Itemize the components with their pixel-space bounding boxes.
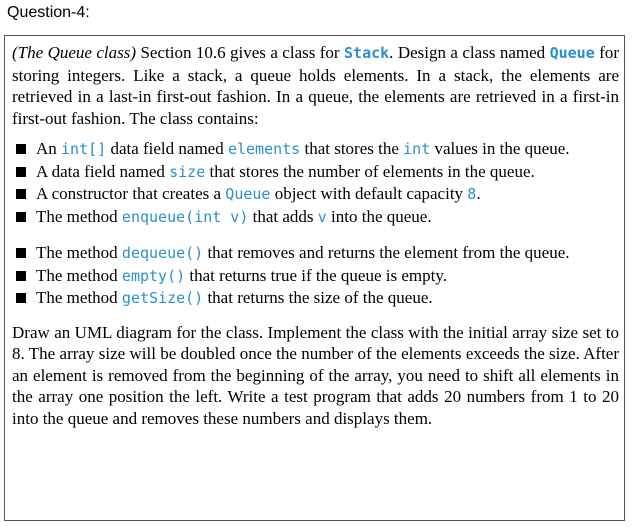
list-item: The method dequeue() that removes and returns the element from the queue. bbox=[12, 242, 619, 265]
code-queue-ref: Queue bbox=[225, 185, 271, 203]
list-item: A data field named size that stores the number of elements in the queue. bbox=[12, 161, 619, 184]
bullet-square-icon bbox=[16, 293, 26, 303]
code-elements: elements bbox=[227, 140, 301, 158]
list-item: The method empty() that returns true if the queue is empty. bbox=[12, 265, 619, 288]
bullet-list-fields bbox=[12, 138, 619, 228]
question-content bbox=[12, 42, 619, 429]
code-queue: Queue bbox=[549, 44, 595, 62]
bullet-square-icon bbox=[16, 212, 26, 222]
list-item: The method enqueue(int v) that adds v into the queue. bbox=[12, 206, 619, 229]
list-item: The method getSize() that returns the size of the queue. bbox=[12, 287, 619, 310]
intro-text: . Design a class named bbox=[389, 43, 550, 62]
bullet-square-icon bbox=[16, 167, 26, 177]
list-item: An int[] data field named elements that stores the int values in the queue. bbox=[12, 138, 619, 161]
intro-text: Section 10.6 gives a class for bbox=[136, 43, 345, 62]
code-empty: empty() bbox=[121, 266, 186, 285]
bullet-square-icon bbox=[16, 271, 26, 281]
closing-paragraph: Draw an UML diagram for the class. Implement the class with the initial array size set to 8. The array size will be doubled once the number of the elements exceeds the size. After an element is removed from the beginning of the array, you need to shift all elements in the array one position the left. Write a test program that adds 20 numbers from 1 to 20 into the queue and removes these numbers and displays them. bbox=[12, 322, 619, 428]
intro-paragraph bbox=[12, 42, 619, 129]
list-item: A constructor that creates a Queue object with default capacity 8. bbox=[12, 183, 619, 206]
code-capacity: 8 bbox=[467, 185, 477, 203]
code-int: int bbox=[403, 140, 431, 158]
question-heading: Question-4: bbox=[7, 4, 90, 21]
class-label: (The Queue class) bbox=[12, 43, 137, 62]
code-dequeue: dequeue() bbox=[121, 244, 204, 262]
code-v: v bbox=[317, 207, 327, 226]
code-stack: Stack bbox=[344, 44, 390, 62]
bullet-square-icon bbox=[16, 144, 26, 154]
bullet-list-methods bbox=[12, 242, 619, 310]
bullet-square-icon bbox=[16, 189, 26, 199]
code-int-array: int[] bbox=[61, 140, 107, 158]
code-getsize: getSize() bbox=[121, 289, 204, 307]
bullet-square-icon bbox=[16, 248, 26, 258]
code-size: size bbox=[169, 162, 206, 181]
code-enqueue: enqueue(int v) bbox=[121, 207, 249, 226]
intro-text: for storing integers. Like a stack, a queue holds elements. In a stack, the elements are retrieved in a last-in first-out fashion. In a queue, the elements are retrieved in a first-in first-out fashion. The class contains: bbox=[12, 43, 619, 128]
